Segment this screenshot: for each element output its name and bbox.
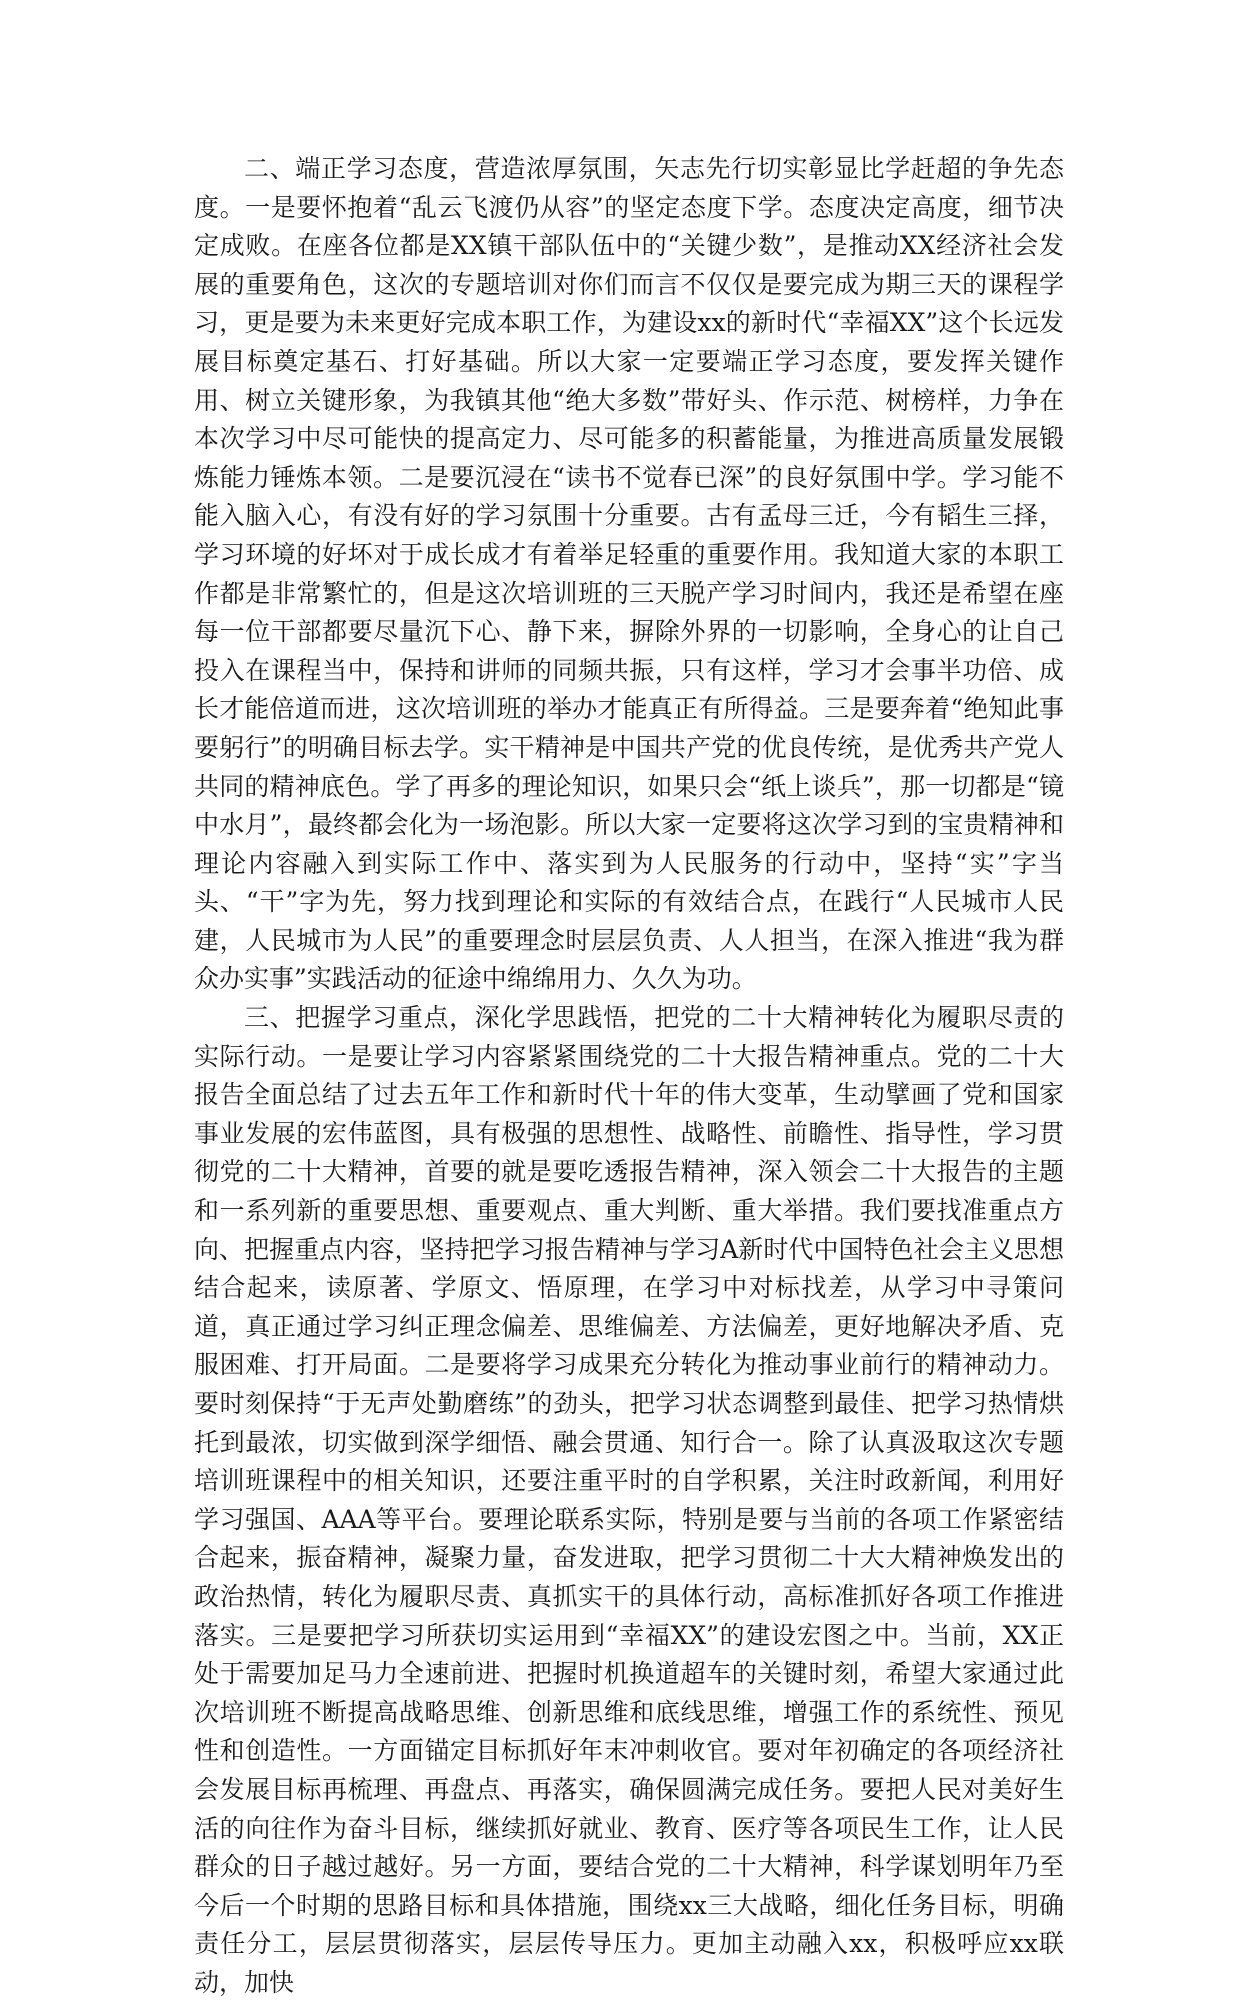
paragraph-section-two: 二、端正学习态度，营造浓厚氛围，矢志先行切实彰显比学赶超的争先态度。一是要怀抱着“乱云飞渡仍从容”的坚定态度下学。态度决定高度，细节决定成败。在座各位都是XX镇干部队伍中的“关键少数”，是推动XX经济社会发展的重要角色，这次的专题培训对你们而言不仅仅是要完成为期三天的课程学习，更是要为未来更好完成本职工作，为建设xx的新时代“幸福XX”这个长远发展目标奠定基石、打好基础。所以大家一定要端正学习态度，要发挥关键作用、树立关键形象，为我镇其他“绝大多数”带好头、作示范、树榜样，力争在本次学习中尽可能快的提高定力、尽可能多的积蓄能量，为推进高质量发展锻炼能力锤炼本领。二是要沉浸在“读书不觉春已深”的良好氛围中学。学习能不能入脑入心，有没有好的学习氛围十分重要。古有孟母三迁，今有韬生三择，学习环境的好坏对于成长成才有着举足轻重的重要作用。我知道大家的本职工作都是非常繁忙的，但是这次培训班的三天脱产学习时间内，我还是希望在座每一位干部都要尽量沉下心、静下来，摒除外界的一切影响，全身心的让自己投入在课程当中，保持和讲师的同频共振，只有这样，学习才会事半功倍、成长才能倍道而进，这次培训班的举办才能真正有所得益。三是要奔着“绝知此事要躬行”的明确目标去学。实干精神是中国共产党的优良传统，是优秀共产党人共同的精神底色。学了再多的理论知识，如果只会“纸上谈兵”，那一切都是“镜中水月”，最终都会化为一场泡影。所以大家一定要将这次学习到的宝贵精神和理论内容融入到实际工作中、落实到为人民服务的行动中，坚持“实”字当头、“干”字为先，努力找到理论和实际的有效结合点，在践行“人民城市人民建，人民城市为人民”的重要理念时层层负责、人人担当，在深入推进“我为群众办实事”实践活动的征途中绵绵用力、久久为功。 [194,154,1064,994]
document-body [194,150,1064,2003]
paragraph-section-three: 三、把握学习重点，深化学思践悟，把党的二十大精神转化为履职尽责的实际行动。一是要让学习内容紧紧围绕党的二十大报告精神重点。党的二十大报告全面总结了过去五年工作和新时代十年的伟大变革，生动擘画了党和国家事业发展的宏伟蓝图，具有极强的思想性、战略性、前瞻性、指导性，学习贯彻党的二十大精神，首要的就是要吃透报告精神，深入领会二十大报告的主题和一系列新的重要思想、重要观点、重大判断、重大举措。我们要找准重点方向、把握重点内容，坚持把学习报告精神与学习A新时代中国特色社会主义思想结合起来，读原著、学原文、悟原理，在学习中对标找差，从学习中寻策问道，真正通过学习纠正理念偏差、思维偏差、方法偏差，更好地解决矛盾、克服困难、打开局面。二是要将学习成果充分转化为推动事业前行的精神动力。要时刻保持“于无声处勤磨练”的劲头，把学习状态调整到最佳、把学习热情烘托到最浓，切实做到深学细悟、融会贯通、知行合一。除了认真汲取这次专题培训班课程中的相关知识，还要注重平时的自学积累，关注时政新闻，利用好学习强国、AAA等平台。要理论联系实际，特别是要与当前的各项工作紧密结合起来，振奋精神，凝聚力量，奋发进取，把学习贯彻二十大大精神焕发出的政治热情，转化为履职尽责、真抓实干的具体行动，高标准抓好各项工作推进落实。三是要把学习所获切实运用到“幸福XX”的建设宏图之中。当前，XX正处于需要加足马力全速前进、把握时机换道超车的关键时刻，希望大家通过此次培训班不断提高战略思维、创新思维和底线思维，增强工作的系统性、预见性和创造性。一方面锚定目标抓好年末冲刺收官。要对年初确定的各项经济社会发展目标再梳理、再盘点、再落实，确保圆满完成任务。要把人民对美好生活的向往作为奋斗目标，继续抓好就业、教育、医疗等各项民生工作，让人民群众的日子越过越好。另一方面，要结合党的二十大精神，科学谋划明年乃至今后一个时期的思路目标和具体措施，围绕xx三大战略，细化任务目标，明确责任分工，层层贯彻落实，层层传导压力。更加主动融入xx，积极呼应xx联动，加快 [194,1003,1064,1997]
